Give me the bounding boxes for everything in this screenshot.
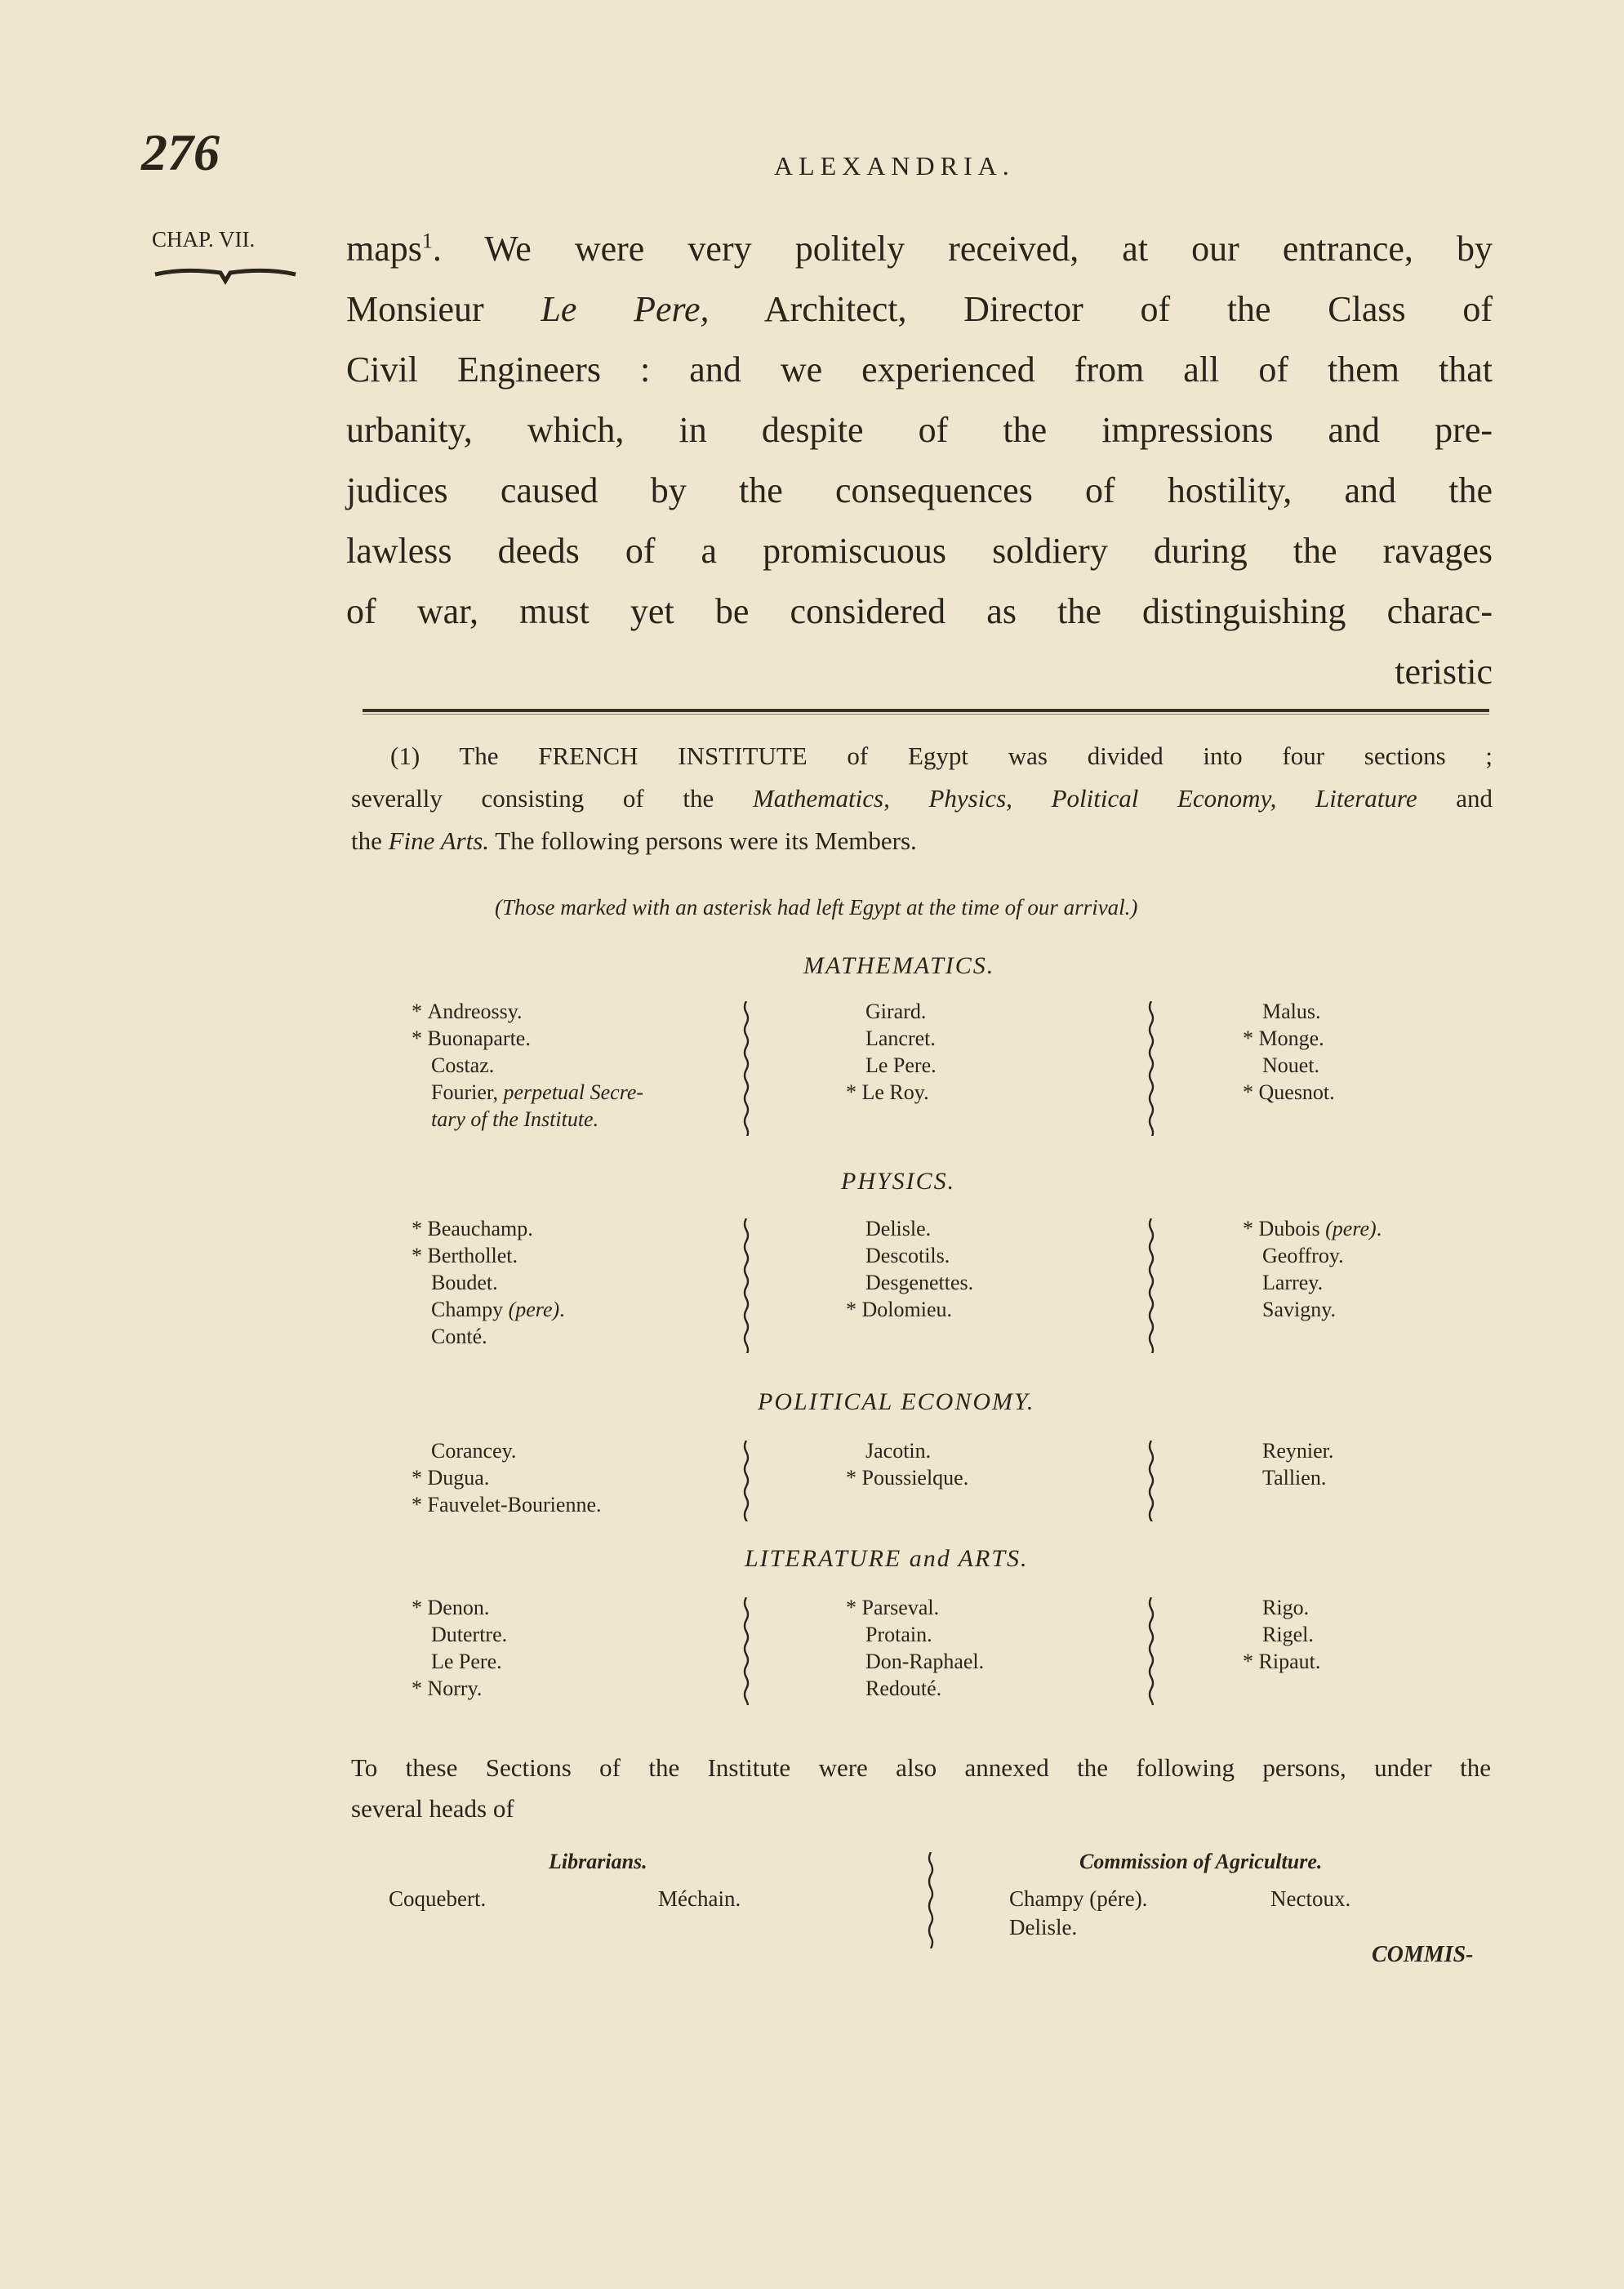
chapter-brace-ornament bbox=[152, 263, 299, 287]
text-span: The following persons were its Members. bbox=[489, 826, 917, 855]
brace-divider bbox=[1146, 1597, 1155, 1705]
footnote-rule-thin bbox=[363, 714, 1489, 715]
annex-line: To these Sections of the Institute were also annexed the following persons, under the bbox=[351, 1753, 1491, 1782]
text-span: of war, must yet be considered as the distinguishing charac- bbox=[346, 591, 1493, 631]
text-span: Monsieur bbox=[346, 289, 541, 329]
member-column bbox=[846, 998, 937, 1106]
chapter-marker: CHAP. VII. bbox=[152, 227, 256, 252]
member-column bbox=[846, 1594, 984, 1702]
body-line bbox=[346, 581, 1493, 642]
text-span: urbanity, which, in despite of the impressions and pre- bbox=[346, 410, 1493, 450]
member-name: * Beauchamp. bbox=[412, 1217, 533, 1240]
member-name: Champy (pere). bbox=[431, 1298, 565, 1321]
member-name: * Berthollet. bbox=[412, 1244, 518, 1267]
text-span: severally consisting of the bbox=[351, 784, 753, 813]
text-span: teristic bbox=[1395, 652, 1493, 692]
member-name: Jacotin. bbox=[865, 1439, 932, 1463]
member-column bbox=[1243, 1215, 1382, 1323]
member-name: * Denon. bbox=[412, 1596, 490, 1619]
member-name: Geoffroy. bbox=[1262, 1244, 1344, 1267]
member-name: * Quesnot. bbox=[1243, 1080, 1335, 1104]
member-name: Redouté. bbox=[865, 1677, 942, 1700]
member-name: Desgenettes. bbox=[865, 1271, 974, 1294]
member-name: Tallien. bbox=[1262, 1466, 1327, 1490]
member-name: Don-Raphael. bbox=[865, 1650, 985, 1673]
member-name: * Dolomieu. bbox=[846, 1298, 952, 1321]
italic-span: Mathematics, Physics, Political Economy, Literature bbox=[752, 784, 1417, 813]
body-line bbox=[346, 642, 1493, 702]
text-span: . We were very politely received, at our entrance, by bbox=[432, 229, 1493, 269]
member-name: * Norry. bbox=[412, 1677, 483, 1700]
member-name: Le Pere. bbox=[865, 1053, 937, 1077]
member-name: * Parseval. bbox=[846, 1596, 940, 1619]
main-text bbox=[346, 219, 1493, 702]
member-name: Protain. bbox=[865, 1623, 932, 1646]
member-name: Le Pere. bbox=[431, 1650, 502, 1673]
member-column bbox=[1243, 1437, 1333, 1491]
text-span: lawless deeds of a promiscuous soldiery during the ravages bbox=[346, 531, 1493, 571]
italic-span: Fine Arts. bbox=[388, 826, 490, 855]
member-name: Reynier. bbox=[1262, 1439, 1334, 1463]
member-name: Corancey. bbox=[431, 1439, 517, 1463]
member-column bbox=[1243, 998, 1335, 1106]
body-line bbox=[346, 400, 1493, 461]
page-number: 276 bbox=[141, 123, 220, 181]
body-line bbox=[346, 340, 1493, 400]
member-name: tary of the Institute. bbox=[431, 1107, 599, 1131]
footnote-line bbox=[351, 777, 1493, 820]
member-name: * Ripaut. bbox=[1243, 1650, 1321, 1673]
body-line bbox=[346, 219, 1493, 279]
member-column bbox=[1243, 1594, 1320, 1675]
member-name: Rigel. bbox=[1262, 1623, 1314, 1646]
text-span: the bbox=[351, 826, 389, 855]
annex-line: several heads of bbox=[351, 1794, 514, 1823]
brace-divider bbox=[1146, 1218, 1155, 1353]
agriculture-name: Champy (pére). bbox=[1009, 1886, 1148, 1911]
member-name: Lancret. bbox=[865, 1026, 936, 1050]
member-name: Costaz. bbox=[431, 1053, 495, 1077]
section-title: LITERATURE and ARTS. bbox=[745, 1545, 1029, 1572]
librarian-name: Coquebert. bbox=[389, 1886, 487, 1911]
member-name: Larrey. bbox=[1262, 1271, 1324, 1294]
section-title: MATHEMATICS. bbox=[803, 952, 995, 979]
member-column bbox=[412, 998, 643, 1133]
italic-span: Le Pere, bbox=[541, 289, 710, 329]
body-line bbox=[346, 461, 1493, 521]
brace-divider bbox=[741, 1001, 750, 1136]
member-column bbox=[412, 1594, 507, 1702]
footnote-line bbox=[351, 820, 1493, 862]
brace-divider bbox=[1146, 1001, 1155, 1136]
footnote-rule bbox=[363, 709, 1489, 712]
brace-divider bbox=[741, 1441, 750, 1521]
member-name: Rigo. bbox=[1262, 1596, 1310, 1619]
member-column bbox=[846, 1215, 973, 1323]
brace-divider bbox=[926, 1852, 934, 1948]
agriculture-name: Nectoux. bbox=[1270, 1886, 1351, 1911]
section-title: POLITICAL ECONOMY. bbox=[758, 1388, 1035, 1415]
section-title: PHYSICS. bbox=[841, 1168, 956, 1195]
footnote-line bbox=[351, 735, 1493, 777]
librarians-title: Librarians. bbox=[549, 1850, 647, 1873]
member-name: Descotils. bbox=[865, 1244, 950, 1267]
text-span: (1) The FRENCH INSTITUTE of Egypt was divided into four sections ; bbox=[390, 741, 1493, 770]
member-name: Boudet. bbox=[431, 1271, 498, 1294]
member-name: Savigny. bbox=[1262, 1298, 1337, 1321]
text-span: and bbox=[1417, 784, 1493, 813]
brace-divider bbox=[1146, 1441, 1155, 1521]
footnote bbox=[351, 735, 1493, 862]
member-name: * Buonaparte. bbox=[412, 1026, 531, 1050]
librarian-name: Méchain. bbox=[658, 1886, 741, 1911]
brace-divider bbox=[741, 1597, 750, 1705]
brace-divider bbox=[741, 1218, 750, 1353]
member-name: Girard. bbox=[865, 1000, 927, 1023]
running-head: ALEXANDRIA. bbox=[774, 151, 1015, 180]
member-name: * Dugua. bbox=[412, 1466, 490, 1490]
text-span: Architect, Director of the Class of bbox=[709, 289, 1493, 329]
member-column bbox=[846, 1437, 968, 1491]
member-name: Malus. bbox=[1262, 1000, 1321, 1023]
member-name: Fourier, perpetual Secre- bbox=[431, 1080, 644, 1104]
member-name: * Le Roy. bbox=[846, 1080, 929, 1104]
member-column bbox=[412, 1437, 602, 1518]
member-name: Dutertre. bbox=[431, 1623, 508, 1646]
member-column bbox=[412, 1215, 565, 1350]
member-name: * Andreossy. bbox=[412, 1000, 523, 1023]
body-line bbox=[346, 279, 1493, 340]
footnote-ref[interactable]: 1 bbox=[421, 229, 433, 253]
catchword: COMMIS- bbox=[1372, 1942, 1474, 1967]
annex-paragraph bbox=[351, 1748, 1491, 1829]
member-name: * Dubois (pere). bbox=[1243, 1217, 1382, 1240]
member-name: Nouet. bbox=[1262, 1053, 1320, 1077]
body-line bbox=[346, 521, 1493, 581]
member-name: Delisle. bbox=[865, 1217, 932, 1240]
asterisk-note: (Those marked with an asterisk had left Egypt at the time of our arrival.) bbox=[495, 895, 1138, 920]
member-name: Conté. bbox=[431, 1325, 487, 1348]
member-name: * Monge. bbox=[1243, 1026, 1324, 1050]
member-name: * Fauvelet-Bourienne. bbox=[412, 1493, 602, 1516]
member-name: * Poussielque. bbox=[846, 1466, 969, 1490]
agriculture-name: Delisle. bbox=[1009, 1915, 1078, 1939]
text-span: Civil Engineers : and we experienced from all of them that bbox=[346, 350, 1493, 390]
agriculture-title: Commission of Agriculture. bbox=[1079, 1850, 1323, 1873]
text-span: maps bbox=[346, 229, 422, 269]
text-span: judices caused by the consequences of hostility, and the bbox=[346, 470, 1493, 510]
